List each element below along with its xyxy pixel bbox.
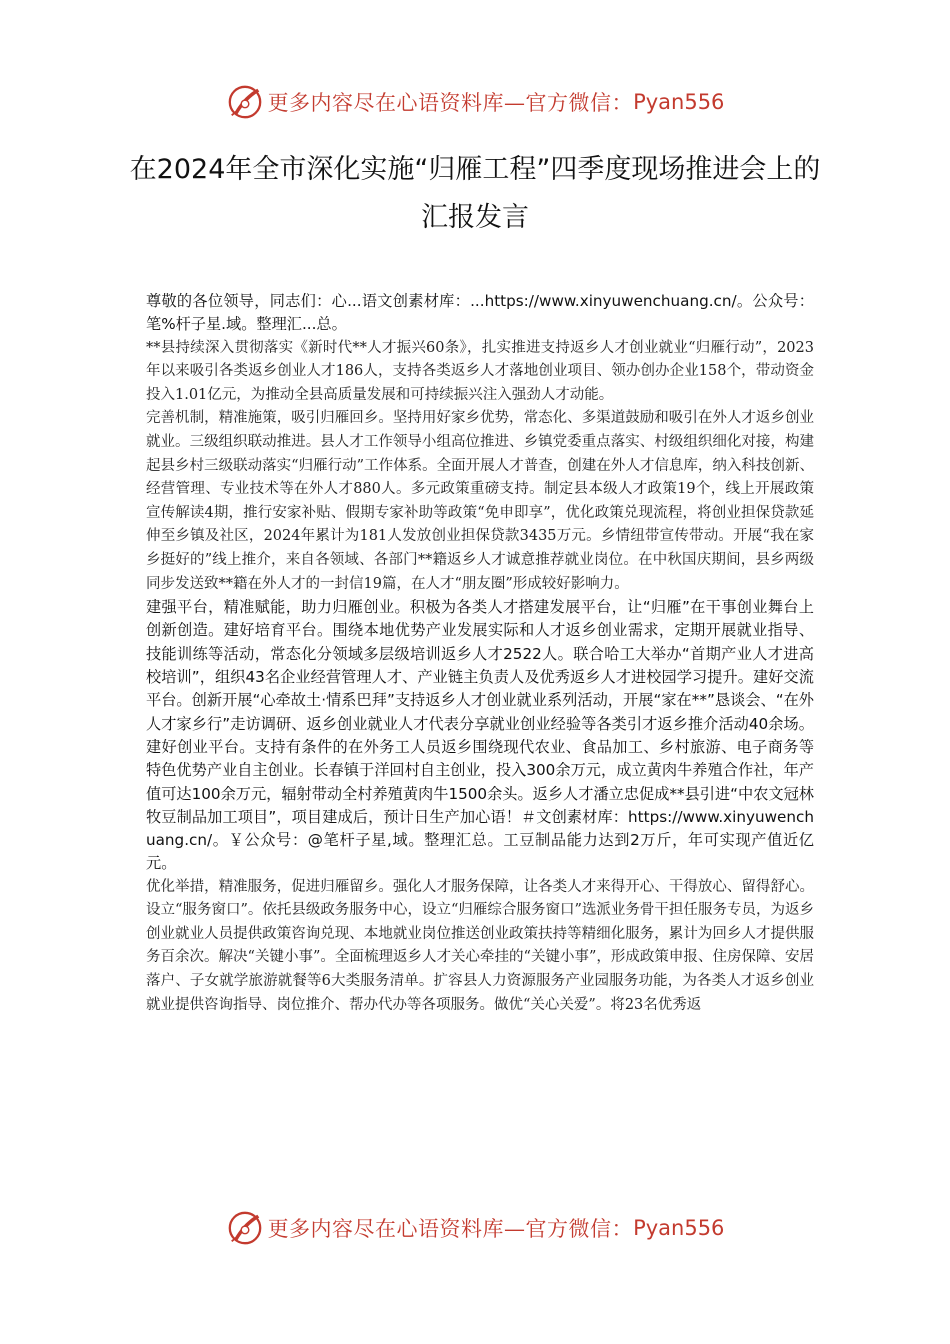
pen-logo-icon <box>226 1209 264 1247</box>
paragraph-mechanism: 完善机制，精准施策，吸引归雁回乡。坚持用好家乡优势，常态化、多渠道鼓励和吸引在外人才返乡创业就业。三级组织联动推进。县人才工作领导小组高位推进、乡镇党委重点落实、村级组织细化对接，构建起县乡村三级联动落实“归雁行动”工作体系。全面开展人才普查，创建在外人才信息库，纳入科技创新、经营管理、专业技术等在外人才880人。多元政策重磅支持。制定县本级人才政策19个，线上开展政策宣传解读4期，推行安家补贴、假期专家补助等政策“免申即享”，优化政策兑现流程，将创业担保贷款延伸至乡镇及社区，2024年累计为181人发放创业担保贷款3435万元。乡情纽带宣传带动。开展“我在家乡挺好的”线上推介，来自各领域、各部门**籍返乡人才诚意推荐就业岗位。在中秋国庆期间，县乡两级同步发送致**籍在外人才的一封信19篇，在人才“朋友圈”形成较好影响力。 <box>146 410 814 592</box>
paragraph-intro: **县持续深入贯彻落实《新时代**人才振兴60条》，扎实推进支持返乡人才创业就业“归雁行动”，2023年以来吸引各类返乡创业人才186人，支持各类返乡人才落地创业项目、领办创办企业158个，带动资金投入1.01亿元，为推动全县高质量发展和可持续振兴注入强劲人才动能。 <box>146 339 814 403</box>
watermark-wechat-id: Pyan556 <box>633 90 725 114</box>
paragraph-greeting: 尊敬的各位领导，同志们：心...语文创素材库：...https://www.xinyuwenchuang.cn/。公众号：笔%杆子星.域。整理汇...总。 <box>146 292 814 334</box>
document-title: 在2024年全市深化实施“归雁工程”四季度现场推进会上的汇报发言 <box>129 154 821 233</box>
pen-logo-icon <box>226 83 264 121</box>
watermark-wechat-id: Pyan556 <box>633 1216 725 1240</box>
watermark-text: 更多内容尽在心语资料库—官方微信： <box>267 1217 634 1241</box>
document-body <box>146 290 814 1017</box>
watermark-text: 更多内容尽在心语资料库—官方微信： <box>267 91 634 115</box>
paragraph-service: 优化举措，精准服务，促进归雁留乡。强化人才服务保障，让各类人才来得开心、干得放心、留得舒心。设立“服务窗口”。依托县级政务服务中心，设立“归雁综合服务窗口”选派业务骨干担任服务专员，为返乡创业就业人员提供政策咨询兑现、本地就业岗位推送创业政策扶持等精细化服务，累计为回乡人才提供服务百余次。解决“关键小事”。全面梳理返乡人才关心牵挂的“关键小事”，形成政策申报、住房保障、安居落户、子女就学旅游就餐等6大类服务清单。扩容县人力资源服务产业园服务功能，为各类人才返乡创业就业提供咨询指导、岗位推介、帮办代办等各项服务。做优“关心关爱”。将23名优秀返 <box>146 878 814 1013</box>
paragraph-platform: 建强平台，精准赋能，助力归雁创业。积极为各类人才搭建发展平台，让“归雁”在干事创业舞台上创新创造。建好培育平台。围绕本地优势产业发展实际和人才返乡创业需求，定期开展就业指导、技能训练等活动，常态化分领域多层级培训返乡人才2522人。联合哈工大举办“首期产业人才进高校培训”，组织43名企业经营管理人才、产业链主负责人及优秀返乡人才进校园学习提升。建好交流平台。创新开展“心牵故土·情系巴拜”支持返乡人才创业就业系列活动，开展“家在**”恳谈会、“在外人才家乡行”走访调研、返乡创业就业人才代表分享就业创业经验等各类引才返乡推介活动40余场。建好创业平台。支持有条件的在外务工人员返乡围绕现代农业、食品加工、乡村旅游、电子商务等特色优势产业自主创业。长春镇于洋回村自主创业，投入300余万元，成立黄肉牛养殖合作社，年产值可达100余万元，辐射带动全村养殖黄肉牛1500余头。返乡人才潘立忠促成**县引进“中农文冠林牧豆制品加工项目”，项目建成后，预计日生产加心语！＃文创素材库：https://www.xinyuwenchuang.cn/。￥公众号：@笔杆子星,域。整理汇总。工豆制品能力达到2万斤，年可实现产值近亿元。 <box>146 598 814 873</box>
header-watermark <box>0 82 950 122</box>
footer-watermark <box>0 1208 950 1248</box>
